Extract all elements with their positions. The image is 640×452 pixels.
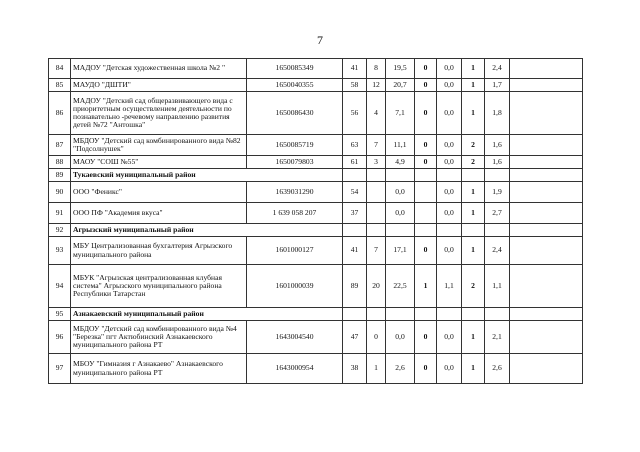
value-cell: 0 [415, 321, 437, 354]
empty-cell [510, 156, 583, 169]
empty-cell [462, 169, 485, 182]
region-heading: Тукаевский муниципальный район [71, 169, 343, 182]
value-cell: 37 [343, 203, 367, 224]
inn-cell: 1650079803 [247, 156, 343, 169]
organization-name: МБДОУ "Детский сад комбинированного вида №82 "Подсолнушек" [71, 135, 247, 156]
value-cell: 11,1 [386, 135, 415, 156]
empty-cell [510, 59, 583, 79]
empty-cell [415, 169, 437, 182]
value-cell: 2,6 [485, 354, 510, 384]
value-cell: 4 [367, 92, 386, 135]
value-cell: 1 [462, 79, 485, 92]
value-cell: 0 [367, 321, 386, 354]
value-cell: 54 [343, 182, 367, 203]
empty-cell [510, 354, 583, 384]
page-number: 7 [317, 33, 323, 47]
value-cell: 0,0 [437, 203, 462, 224]
value-cell: 0 [415, 237, 437, 265]
value-cell: 41 [343, 237, 367, 265]
value-cell: 12 [367, 79, 386, 92]
value-cell: 7,1 [386, 92, 415, 135]
row-number: 94 [49, 265, 71, 308]
organization-name: МАДОУ "Детская художественная школа №2 " [71, 59, 247, 79]
empty-cell [485, 308, 510, 321]
empty-cell [510, 237, 583, 265]
value-cell: 1 [462, 182, 485, 203]
inn-cell: 1650040355 [247, 79, 343, 92]
row-number: 92 [49, 224, 71, 237]
table-row [49, 59, 583, 79]
value-cell: 0 [415, 79, 437, 92]
value-cell: 3 [367, 156, 386, 169]
table-row [49, 203, 583, 224]
empty-cell [343, 308, 367, 321]
row-number: 85 [49, 79, 71, 92]
row-number: 93 [49, 237, 71, 265]
empty-cell [386, 169, 415, 182]
value-cell: 58 [343, 79, 367, 92]
organization-name: МБДОУ "Детский сад комбинированного вида №4 "Березка" пгт Актюбинский Азнакаевского муниципального района РТ [71, 321, 247, 354]
empty-cell [367, 308, 386, 321]
inn-cell: 1601000127 [247, 237, 343, 265]
table-row [49, 79, 583, 92]
value-cell: 0,0 [437, 237, 462, 265]
value-cell: 2,4 [485, 59, 510, 79]
value-cell: 1,7 [485, 79, 510, 92]
empty-cell [415, 224, 437, 237]
value-cell: 0,0 [437, 354, 462, 384]
empty-cell [343, 169, 367, 182]
value-cell: 0,0 [437, 92, 462, 135]
empty-cell [510, 308, 583, 321]
value-cell: 2 [462, 135, 485, 156]
region-row [49, 224, 583, 237]
organization-name: ООО ПФ "Академия вкуса" [71, 203, 247, 224]
value-cell: 17,1 [386, 237, 415, 265]
empty-cell [367, 224, 386, 237]
table-row [49, 156, 583, 169]
table-row [49, 265, 583, 308]
value-cell: 2,4 [485, 237, 510, 265]
value-cell: 1 [462, 321, 485, 354]
value-cell: 2 [462, 156, 485, 169]
value-cell: 0,0 [386, 321, 415, 354]
row-number: 91 [49, 203, 71, 224]
inn-cell: 1643004540 [247, 321, 343, 354]
empty-cell [485, 224, 510, 237]
value-cell: 1,6 [485, 156, 510, 169]
inn-cell: 1650086430 [247, 92, 343, 135]
row-number: 96 [49, 321, 71, 354]
value-cell: 63 [343, 135, 367, 156]
value-cell: 0,0 [437, 79, 462, 92]
value-cell: 2,7 [485, 203, 510, 224]
table-row [49, 92, 583, 135]
organization-name: МБОУ "Гимназия г Азнакаево" Азнакаевского муниципального района РТ [71, 354, 247, 384]
value-cell: 1,9 [485, 182, 510, 203]
organization-name: МАУДО "ДШТИ" [71, 79, 247, 92]
value-cell: 1 [462, 92, 485, 135]
empty-cell [462, 308, 485, 321]
value-cell: 0,0 [437, 135, 462, 156]
empty-cell [437, 308, 462, 321]
value-cell: 22,5 [386, 265, 415, 308]
empty-cell [510, 92, 583, 135]
table-row [49, 135, 583, 156]
empty-cell [437, 224, 462, 237]
table-row [49, 321, 583, 354]
empty-cell [462, 224, 485, 237]
region-heading: Агрызский муниципальный район [71, 224, 343, 237]
row-number: 89 [49, 169, 71, 182]
value-cell: 0 [415, 354, 437, 384]
value-cell [367, 182, 386, 203]
row-number: 90 [49, 182, 71, 203]
value-cell: 7 [367, 135, 386, 156]
empty-cell [415, 308, 437, 321]
row-number: 97 [49, 354, 71, 384]
value-cell: 1 [415, 265, 437, 308]
empty-cell [386, 224, 415, 237]
empty-cell [510, 321, 583, 354]
value-cell [367, 203, 386, 224]
value-cell: 1,8 [485, 92, 510, 135]
inn-cell: 1650085719 [247, 135, 343, 156]
table-row [49, 237, 583, 265]
value-cell: 1 [462, 59, 485, 79]
value-cell: 4,9 [386, 156, 415, 169]
empty-cell [510, 182, 583, 203]
organization-name: МАОУ "СОШ №55" [71, 156, 247, 169]
value-cell: 7 [367, 237, 386, 265]
value-cell: 1 [462, 237, 485, 265]
value-cell: 0 [415, 59, 437, 79]
value-cell: 1 [462, 203, 485, 224]
organization-name: МБУК "Агрызская централизованная клубная система" Агрызского муниципального района Республики Татарстан [71, 265, 247, 308]
empty-cell [510, 169, 583, 182]
value-cell: 2,1 [485, 321, 510, 354]
table-row [49, 182, 583, 203]
value-cell: 38 [343, 354, 367, 384]
empty-cell [510, 203, 583, 224]
row-number: 84 [49, 59, 71, 79]
inn-cell: 1643000954 [247, 354, 343, 384]
value-cell: 41 [343, 59, 367, 79]
value-cell [415, 203, 437, 224]
region-row [49, 169, 583, 182]
row-number: 86 [49, 92, 71, 135]
empty-cell [510, 265, 583, 308]
region-heading: Азнакаевский муниципальный район [71, 308, 343, 321]
row-number: 88 [49, 156, 71, 169]
value-cell: 20,7 [386, 79, 415, 92]
inn-cell: 1639031290 [247, 182, 343, 203]
organization-name: ООО "Феникс" [71, 182, 247, 203]
value-cell: 2,6 [386, 354, 415, 384]
value-cell: 89 [343, 265, 367, 308]
organization-name: МБУ Централизованная бухгалтерия Агрызского муниципального района [71, 237, 247, 265]
value-cell: 2 [462, 265, 485, 308]
empty-cell [510, 135, 583, 156]
row-number: 95 [49, 308, 71, 321]
value-cell: 1 [462, 354, 485, 384]
value-cell: 47 [343, 321, 367, 354]
value-cell: 0,0 [386, 182, 415, 203]
inn-cell: 1 639 058 207 [247, 203, 343, 224]
value-cell [415, 182, 437, 203]
empty-cell [510, 224, 583, 237]
value-cell: 8 [367, 59, 386, 79]
value-cell: 20 [367, 265, 386, 308]
value-cell: 0 [415, 92, 437, 135]
empty-cell [485, 169, 510, 182]
empty-cell [367, 169, 386, 182]
value-cell: 1,1 [485, 265, 510, 308]
value-cell: 1 [367, 354, 386, 384]
value-cell: 56 [343, 92, 367, 135]
region-row [49, 308, 583, 321]
value-cell: 0,0 [386, 203, 415, 224]
organization-name: МАДОУ "Детский сад общеразвивающего вида с приоритетным осуществлением деятельности по познавательно -речевому направлению развития детей №72 "Антошка" [71, 92, 247, 135]
value-cell: 1,1 [437, 265, 462, 308]
empty-cell [437, 169, 462, 182]
row-number: 87 [49, 135, 71, 156]
empty-cell [343, 224, 367, 237]
inn-cell: 1650085349 [247, 59, 343, 79]
value-cell: 0,0 [437, 182, 462, 203]
data-table [48, 58, 583, 384]
value-cell: 0 [415, 135, 437, 156]
value-cell: 0,0 [437, 156, 462, 169]
empty-cell [510, 79, 583, 92]
value-cell: 0,0 [437, 321, 462, 354]
empty-cell [386, 308, 415, 321]
inn-cell: 1601000039 [247, 265, 343, 308]
value-cell: 19,5 [386, 59, 415, 79]
value-cell: 61 [343, 156, 367, 169]
table-row [49, 354, 583, 384]
value-cell: 1,6 [485, 135, 510, 156]
value-cell: 0,0 [437, 59, 462, 79]
value-cell: 0 [415, 156, 437, 169]
